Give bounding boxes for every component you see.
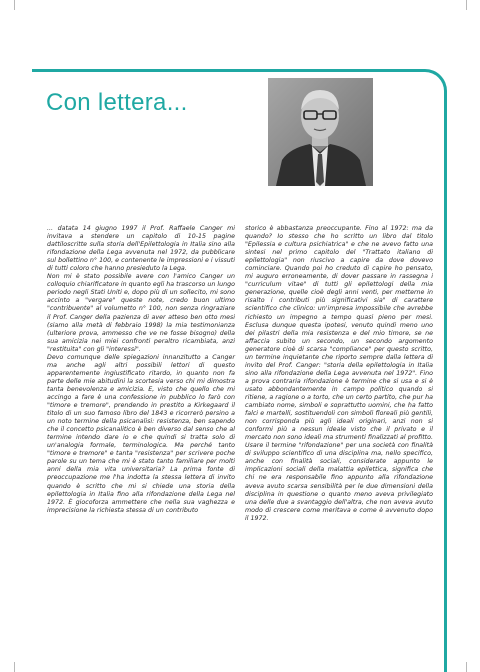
- left-column: [47, 225, 235, 625]
- crop-mark-top-left: [14, 0, 15, 10]
- right-column: [245, 225, 433, 625]
- right-rule: [444, 92, 447, 672]
- paragraph: Non mi è stato possibile avere con l'amico Canger un colloquio chiarificatore in quanto egli ha trascorso un lungo periodo negli Stati Uniti e, dopo più di un sollecito, mi sono accinto a "vergare" queste note, credo buon ultimo "contribuente" al volumetto n° 100, non senza ringraziare il Prof. Canger della pazienza di aver atteso ben otto mesi (siamo alla metà di febbraio 1998) la mia testimonianza (ulteriore prova, ammesso che ve ne fosse bisogno) della sua amicizia nei miei confronti peraltro ricambiata, anzi "restituita" con gli "interessi".: [47, 273, 235, 353]
- article-body: [47, 225, 433, 625]
- paragraph: storico è abbastanza preoccupante. Fino al 1972: ma da quando? Io stesso che ho scritto un libro dal titolo "Epilessia e cultura psichiatrica" e che ne avevo fatto una sintesi nel primo capitolo del "Trattato italiano di epilettologia" non riuscivo a capire da dove dovevo cominciare. Quando poi ho creduto di capire ho pensato, mi auguro erroneamente, di dover passare in rassegna i "curriculum vitae" di tutti gli epilettologi della mia generazione, quelle cioè degli anni venti, per metterne in risalto i contributi più significativi sia" di carattere scientifico che clinico: un'impresa impossibile che avrebbe richiesto un impegno a tempo quasi pieno per mesi. Esclusa dunque questa ipotesi, venuto quindi meno uno dei pilastri della mia resistenza e del mio timore, se ne affaccia subito un secondo, un secondo argomento generatore cioè di scarsa "compliance" per questo scritto, un termine inquietante che riporto sempre dalla lettera di invito del Prof. Canger: "storia della epilettologia in Italia sino alla rifondazione della Lega avvenuta nel 1972". Fino a prova contraria rifondazione è termine che si usa e si è usato abbondantemente in campo politico quando si ritiene, a ragione o a torto, che un certo partito, che pur ha cambiato nome, simboli e soprattutto uomini, che ha fatto falci e martelli, sostituendoli con simboli floreali più gentili, non corrisponda più agli ideali originari, anzi non si conformi più a nessun ideale visto che il privato e il mercato non sono ideali ma strumenti finalizzati al profitto. Usare il termine "rifondazione" per una società con finalità di sviluppo scientifico di una disciplina ma, nello specifico, anche con finalità sociali, considerate appunto le implicazioni sociali della malattia epilettica, significa che chi ne era responsabile fino appunto alla rifondazione aveva avuto scarsa sensibilità per le due dimensioni della disciplina in questione o quanto meno aveva privilegiato una delle due a svantaggio dell'altra, che non aveva avuto modo di crescere come meritava e come è avvenuto dopo il 1972.: [245, 225, 433, 522]
- crop-mark-bottom-left: [14, 662, 15, 672]
- frame-corner: [423, 69, 447, 93]
- paragraph: ... datata 14 giugno 1997 il Prof. Raffaele Canger mi invitava a stendere un capitolo di 10-15 pagine dattiloscritte sulla storia dell'Epilettologia in Italia sino alla rifondazione della Lega avvenuta nel 1972, da pubblicare sul bollettino n° 100, e contenente le impressioni e i vissuti di tutti coloro che hanno presieduto la Lega.: [47, 225, 235, 273]
- crop-mark-top-right: [466, 0, 467, 10]
- header-rule: [32, 69, 424, 72]
- crop-mark-bottom-right: [466, 662, 467, 672]
- paragraph: Devo comunque delle spiegazioni innanzitutto a Canger ma anche agli altri possibili lettori di questo apparentemente ingiustificato ritardo, in quanto non fa parte delle mie abitudini la scortesia verso chi mi dimostra tanta benevolenza e amicizia. E, visto che quello che mi accingo a fare è una confessione in pubblico lo farò con "timore e tremore", prendendo in prestito a Kirkegaard il titolo di un suo famoso libro del 1843 e ricorrerò persino a un noto termine della psicanalisi: resistenza, ben sapendo che il concetto psicanalitico è ben diverso dal senso che al termine intendo dare io e che quindi si tratta solo di un'analogia formale, terminologica. Ma perché tanto "timore e tremore" e tanta "resistenza" per scrivere poche parole su un tema che mi è stato tanto familiare per molti anni della mia vita universitaria? La prima fonte di preoccupazione me l'ha indotta la stessa lettera di invito quando è scritto che mi si chiede una storia della epilettologia in Italia fino alla rifondazione della Lega nel 1972. È giocoforza ammettere che nella sua vaghezza e imprecisione la richiesta stessa di un contributo: [47, 353, 235, 514]
- page-title: Con lettera...: [46, 89, 188, 116]
- portrait-photo-icon: [268, 78, 373, 186]
